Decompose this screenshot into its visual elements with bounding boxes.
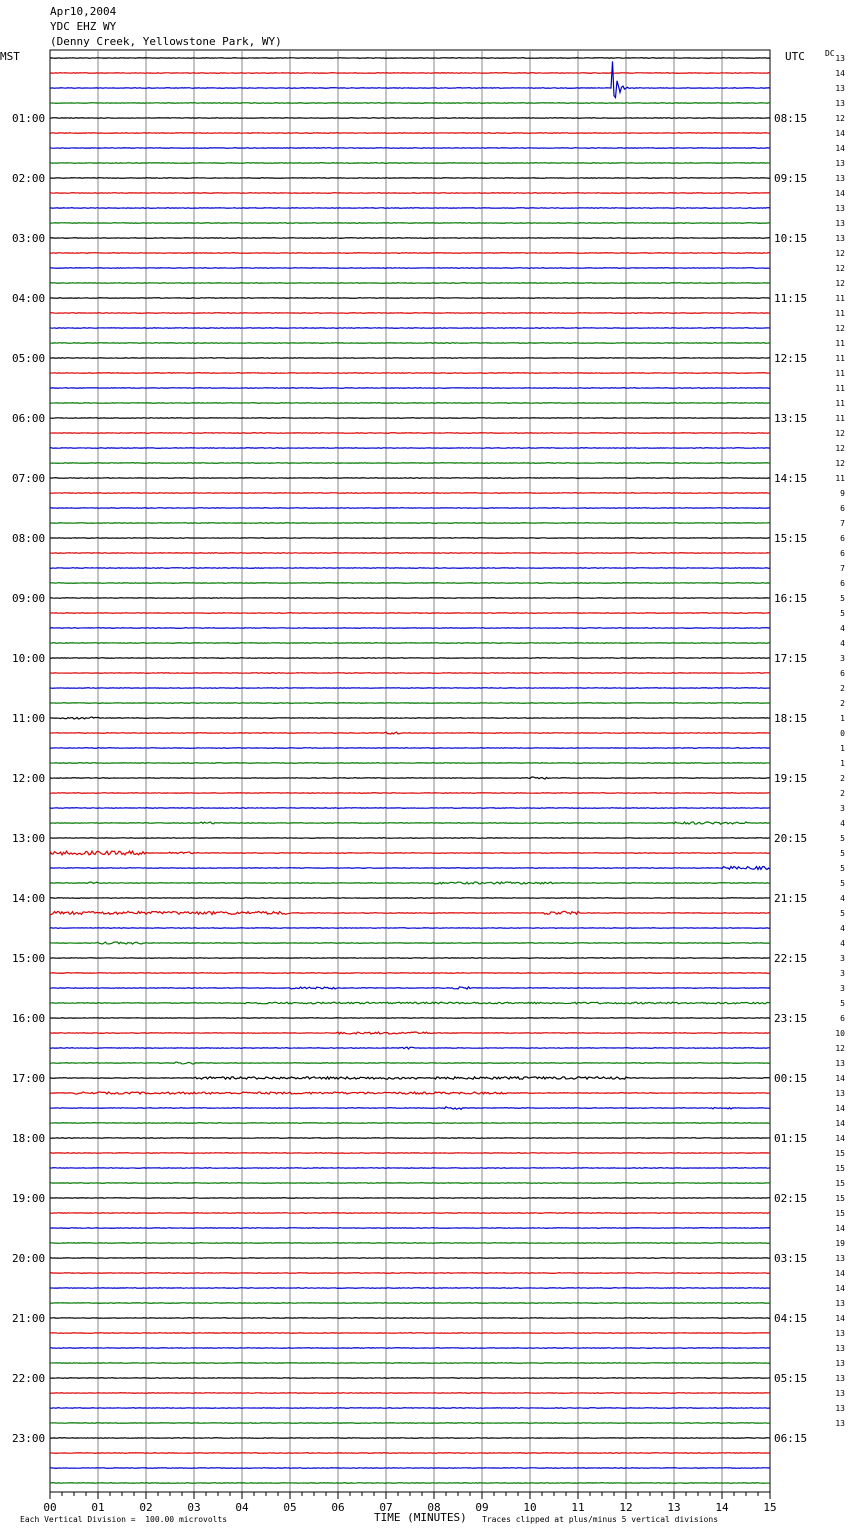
dc-offset-value: 14	[835, 1269, 845, 1278]
seismogram-trace	[50, 1213, 770, 1214]
seismogram-trace	[50, 1423, 770, 1424]
left-hour-label: 11:00	[12, 712, 46, 725]
dc-offset-value: 2	[840, 699, 845, 708]
dc-offset-value: 5	[840, 999, 845, 1008]
dc-offset-value: 11	[835, 399, 845, 408]
dc-offset-value: 12	[835, 114, 845, 123]
right-hour-label: 15:15	[774, 532, 808, 545]
dc-offset-value: 11	[835, 414, 845, 423]
dc-offset-value: 15	[835, 1149, 845, 1158]
seismogram-trace	[50, 851, 770, 855]
seismogram-trace	[50, 1243, 770, 1244]
x-axis-title: TIME (MINUTES)	[374, 1511, 467, 1524]
dc-offset-value: 10	[835, 1029, 845, 1038]
dc-offset-value: 14	[835, 189, 845, 198]
x-tick-label: 06	[331, 1501, 345, 1514]
dc-offset-value: 13	[835, 1059, 845, 1068]
seismogram-trace	[50, 1123, 770, 1124]
right-hour-label: 08:15	[774, 112, 808, 125]
right-hour-label: 00:15	[774, 1072, 808, 1085]
dc-offset-value: 15	[835, 1179, 845, 1188]
dc-offset-value: 11	[835, 369, 845, 378]
seismogram-trace	[50, 1092, 770, 1094]
right-hour-label: 06:15	[774, 1432, 808, 1445]
seismogram-trace	[50, 298, 770, 299]
dc-offset-value: 6	[840, 669, 845, 678]
x-tick-label: 04	[235, 1501, 249, 1514]
seismogram-trace	[50, 148, 770, 149]
dc-offset-value: 13	[835, 1389, 845, 1398]
seismogram-trace	[50, 1032, 770, 1034]
dc-offset-value: 3	[840, 954, 845, 963]
seismogram-trace	[50, 1198, 770, 1199]
dc-offset-value: 13	[835, 1404, 845, 1413]
seismogram-trace	[50, 1363, 770, 1364]
dc-offset-value: 13	[835, 84, 845, 93]
right-hour-label: 09:15	[774, 172, 808, 185]
right-hour-label: 14:15	[774, 472, 808, 485]
dc-offset-value: 12	[835, 444, 845, 453]
dc-offset-value: 14	[835, 1314, 845, 1323]
seismogram-trace	[50, 613, 770, 614]
dc-offset-value: 5	[840, 834, 845, 843]
right-hour-label: 22:15	[774, 952, 808, 965]
plot-frame	[50, 50, 770, 1492]
x-tick-label: 11	[571, 1501, 585, 1514]
dc-offset-value: 11	[835, 339, 845, 348]
right-hour-label: 19:15	[774, 772, 808, 785]
seismogram-trace	[50, 1453, 770, 1454]
dc-column-label: DC	[825, 49, 835, 58]
dc-offset-value: 14	[835, 144, 845, 153]
seismogram-trace	[50, 882, 770, 884]
right-timezone-label: UTC	[785, 50, 805, 63]
dc-offset-value: 13	[835, 1299, 845, 1308]
seismogram-trace	[50, 523, 770, 524]
right-hour-label: 02:15	[774, 1192, 808, 1205]
dc-offset-value: 6	[840, 579, 845, 588]
header-date: Apr10,2004	[50, 5, 117, 18]
seismogram-trace	[50, 1018, 770, 1019]
x-tick-label: 05	[283, 1501, 297, 1514]
seismogram-trace	[50, 958, 770, 959]
left-hour-label: 14:00	[12, 892, 46, 905]
dc-offset-value: 11	[835, 474, 845, 483]
seismogram-trace	[50, 433, 770, 434]
dc-offset-value: 5	[840, 594, 845, 603]
seismogram-trace	[50, 748, 770, 749]
seismogram-trace	[50, 1258, 770, 1259]
left-hour-label: 15:00	[12, 952, 46, 965]
dc-offset-value: 19	[835, 1239, 845, 1248]
left-hour-label: 18:00	[12, 1132, 46, 1145]
footer-clip-note: Traces clipped at plus/minus 5 vertical divisions	[482, 1515, 719, 1524]
x-tick-label: 14	[715, 1501, 729, 1514]
right-hour-label: 13:15	[774, 412, 808, 425]
seismogram-trace	[50, 223, 770, 224]
dc-offset-value: 12	[835, 324, 845, 333]
seismogram-trace	[50, 1438, 770, 1439]
dc-offset-value: 14	[835, 1104, 845, 1113]
dc-offset-value: 9	[840, 489, 845, 498]
seismogram-trace	[50, 403, 770, 404]
x-tick-label: 13	[667, 1501, 681, 1514]
dc-offset-value: 13	[835, 1329, 845, 1338]
dc-offset-value: 13	[835, 1419, 845, 1428]
right-hour-label: 05:15	[774, 1372, 808, 1385]
seismogram-trace	[50, 1168, 770, 1169]
seismogram-trace	[50, 643, 770, 644]
left-hour-label: 13:00	[12, 832, 46, 845]
left-hour-label: 07:00	[12, 472, 46, 485]
left-timezone-label: MST	[0, 50, 20, 63]
seismogram-trace	[50, 1288, 770, 1289]
seismogram-trace	[50, 58, 770, 59]
x-tick-label: 15	[763, 1501, 777, 1514]
seismogram-trace	[50, 987, 770, 989]
header-station: YDC EHZ WY	[50, 20, 117, 33]
seismogram-trace	[50, 1333, 770, 1334]
dc-offset-value: 11	[835, 294, 845, 303]
seismogram-trace	[50, 358, 770, 359]
left-hour-label: 21:00	[12, 1312, 46, 1325]
seismogram-trace	[50, 838, 770, 839]
right-hour-label: 20:15	[774, 832, 808, 845]
header-location: (Denny Creek, Yellowstone Park, WY)	[50, 35, 282, 48]
x-tick-label: 01	[91, 1501, 105, 1514]
seismogram-trace	[50, 103, 770, 104]
seismogram-trace	[50, 822, 770, 824]
dc-offset-value: 11	[835, 309, 845, 318]
seismogram-trace	[50, 1468, 770, 1469]
dc-offset-value: 4	[840, 939, 845, 948]
seismogram-trace	[50, 1047, 770, 1049]
left-hour-label: 20:00	[12, 1252, 46, 1265]
seismogram-trace	[50, 793, 770, 794]
right-hour-label: 10:15	[774, 232, 808, 245]
left-hour-label: 02:00	[12, 172, 46, 185]
seismogram-trace	[50, 283, 770, 284]
seismogram-trace	[50, 478, 770, 479]
seismogram-trace	[50, 1228, 770, 1229]
seismogram-trace	[50, 508, 770, 509]
dc-offset-value: 5	[840, 849, 845, 858]
dc-offset-value: 3	[840, 984, 845, 993]
seismogram-trace	[50, 1348, 770, 1349]
dc-offset-value: 14	[835, 1119, 845, 1128]
seismogram-trace	[50, 61, 770, 97]
seismogram-trace	[50, 732, 770, 734]
x-tick-label: 07	[379, 1501, 393, 1514]
dc-offset-value: 14	[835, 1134, 845, 1143]
seismogram-trace	[50, 313, 770, 314]
x-tick-label: 03	[187, 1501, 201, 1514]
left-hour-label: 10:00	[12, 652, 46, 665]
left-hour-label: 22:00	[12, 1372, 46, 1385]
dc-offset-value: 12	[835, 1044, 845, 1053]
dc-offset-value: 13	[835, 99, 845, 108]
seismogram-trace	[50, 268, 770, 269]
seismogram-trace	[50, 178, 770, 179]
seismogram-trace	[50, 373, 770, 374]
dc-offset-value: 2	[840, 774, 845, 783]
seismogram-trace	[50, 583, 770, 584]
seismogram-trace	[50, 658, 770, 659]
dc-offset-value: 13	[835, 1374, 845, 1383]
seismogram-trace	[50, 628, 770, 629]
left-hour-label: 12:00	[12, 772, 46, 785]
seismogram-trace	[50, 928, 770, 929]
dc-offset-value: 12	[835, 429, 845, 438]
dc-offset-value: 13	[835, 159, 845, 168]
seismogram-trace	[50, 73, 770, 74]
seismogram-trace	[50, 553, 770, 554]
dc-offset-value: 14	[835, 1284, 845, 1293]
dc-offset-value: 6	[840, 504, 845, 513]
left-hour-label: 01:00	[12, 112, 46, 125]
dc-offset-value: 13	[835, 1344, 845, 1353]
left-hour-label: 19:00	[12, 1192, 46, 1205]
dc-offset-value: 11	[835, 354, 845, 363]
dc-offset-value: 7	[840, 564, 845, 573]
dc-offset-value: 4	[840, 819, 845, 828]
dc-offset-value: 13	[835, 1089, 845, 1098]
seismogram-trace	[50, 688, 770, 689]
left-hour-label: 17:00	[12, 1072, 46, 1085]
left-hour-label: 16:00	[12, 1012, 46, 1025]
dc-offset-value: 3	[840, 969, 845, 978]
seismogram-trace	[50, 163, 770, 164]
left-hour-label: 06:00	[12, 412, 46, 425]
seismogram-trace	[50, 973, 770, 974]
dc-offset-value: 6	[840, 534, 845, 543]
left-hour-label: 05:00	[12, 352, 46, 365]
dc-offset-value: 5	[840, 864, 845, 873]
seismogram-trace	[50, 1303, 770, 1304]
dc-offset-value: 0	[840, 729, 845, 738]
dc-offset-value: 5	[840, 879, 845, 888]
dc-offset-value: 1	[840, 714, 845, 723]
dc-offset-value: 14	[835, 1074, 845, 1083]
left-hour-label: 23:00	[12, 1432, 46, 1445]
right-hour-label: 18:15	[774, 712, 808, 725]
right-hour-label: 17:15	[774, 652, 808, 665]
seismogram-trace	[50, 1483, 770, 1484]
seismogram-trace	[50, 493, 770, 494]
seismogram-trace	[50, 1153, 770, 1154]
seismogram-trace	[50, 717, 770, 719]
seismogram-trace	[50, 448, 770, 449]
seismogram-trace	[50, 1107, 770, 1110]
seismogram-trace	[50, 898, 770, 899]
dc-offset-value: 1	[840, 759, 845, 768]
seismogram-trace	[50, 598, 770, 599]
dc-offset-value: 12	[835, 249, 845, 258]
seismogram-trace	[50, 1062, 770, 1064]
left-hour-label: 08:00	[12, 532, 46, 545]
dc-offset-value: 13	[835, 54, 845, 63]
dc-offset-value: 11	[835, 384, 845, 393]
x-tick-label: 02	[139, 1501, 153, 1514]
dc-offset-value: 12	[835, 459, 845, 468]
seismogram-trace	[50, 1408, 770, 1409]
seismogram-trace	[50, 418, 770, 419]
footer-scale-note: Each Vertical Division = 100.00 microvolts	[20, 1515, 228, 1524]
right-hour-label: 11:15	[774, 292, 808, 305]
seismogram-trace	[50, 538, 770, 539]
dc-offset-value: 5	[840, 609, 845, 618]
seismogram-trace	[50, 568, 770, 569]
seismogram-trace	[50, 1318, 770, 1319]
left-hour-label: 09:00	[12, 592, 46, 605]
right-hour-label: 03:15	[774, 1252, 808, 1265]
dc-offset-value: 15	[835, 1194, 845, 1203]
right-hour-label: 04:15	[774, 1312, 808, 1325]
left-hour-label: 03:00	[12, 232, 46, 245]
right-hour-label: 12:15	[774, 352, 808, 365]
seismogram-trace	[50, 133, 770, 134]
right-hour-label: 16:15	[774, 592, 808, 605]
x-tick-label: 12	[619, 1501, 633, 1514]
dc-offset-value: 3	[840, 804, 845, 813]
dc-offset-value: 2	[840, 789, 845, 798]
right-hour-label: 21:15	[774, 892, 808, 905]
seismogram-trace	[50, 343, 770, 344]
dc-offset-value: 13	[835, 204, 845, 213]
seismogram-trace	[50, 1378, 770, 1379]
dc-offset-value: 13	[835, 1359, 845, 1368]
x-tick-label: 09	[475, 1501, 489, 1514]
dc-offset-value: 14	[835, 69, 845, 78]
dc-offset-value: 15	[835, 1164, 845, 1173]
dc-offset-value: 13	[835, 219, 845, 228]
seismogram-trace	[50, 703, 770, 704]
dc-offset-value: 7	[840, 519, 845, 528]
dc-offset-value: 4	[840, 924, 845, 933]
seismogram-trace	[50, 673, 770, 674]
seismogram-trace	[50, 1273, 770, 1274]
dc-offset-value: 2	[840, 684, 845, 693]
dc-offset-value: 3	[840, 654, 845, 663]
seismogram-trace	[50, 808, 770, 809]
x-tick-label: 10	[523, 1501, 537, 1514]
seismogram-trace	[50, 867, 770, 870]
seismogram-trace	[50, 1393, 770, 1394]
dc-offset-value: 12	[835, 279, 845, 288]
left-hour-label: 04:00	[12, 292, 46, 305]
seismogram-trace	[50, 328, 770, 329]
dc-offset-value: 15	[835, 1209, 845, 1218]
dc-offset-value: 6	[840, 1014, 845, 1023]
seismogram-trace	[50, 763, 770, 764]
x-tick-label: 00	[43, 1501, 57, 1514]
dc-offset-value: 13	[835, 174, 845, 183]
seismogram-trace	[50, 911, 770, 914]
seismogram-trace	[50, 208, 770, 209]
right-hour-label: 23:15	[774, 1012, 808, 1025]
dc-offset-value: 14	[835, 129, 845, 138]
seismogram-trace	[50, 388, 770, 389]
dc-offset-value: 13	[835, 234, 845, 243]
seismogram-trace	[50, 1183, 770, 1184]
seismogram-trace	[50, 1002, 770, 1004]
seismogram-trace	[50, 777, 770, 779]
right-hour-label: 01:15	[774, 1132, 808, 1145]
seismogram-trace	[50, 463, 770, 464]
seismogram-trace	[50, 942, 770, 944]
dc-offset-value: 5	[840, 909, 845, 918]
seismogram-trace	[50, 1138, 770, 1139]
x-tick-label: 08	[427, 1501, 441, 1514]
dc-offset-value: 12	[835, 264, 845, 273]
dc-offset-value: 4	[840, 894, 845, 903]
seismogram-trace	[50, 238, 770, 239]
dc-offset-value: 13	[835, 1254, 845, 1263]
dc-offset-value: 6	[840, 549, 845, 558]
seismogram-trace	[50, 1077, 770, 1079]
dc-offset-value: 4	[840, 624, 845, 633]
dc-offset-value: 14	[835, 1224, 845, 1233]
dc-offset-value: 4	[840, 639, 845, 648]
seismogram-trace	[50, 118, 770, 119]
dc-offset-value: 1	[840, 744, 845, 753]
seismogram-trace	[50, 253, 770, 254]
seismogram-trace	[50, 193, 770, 194]
